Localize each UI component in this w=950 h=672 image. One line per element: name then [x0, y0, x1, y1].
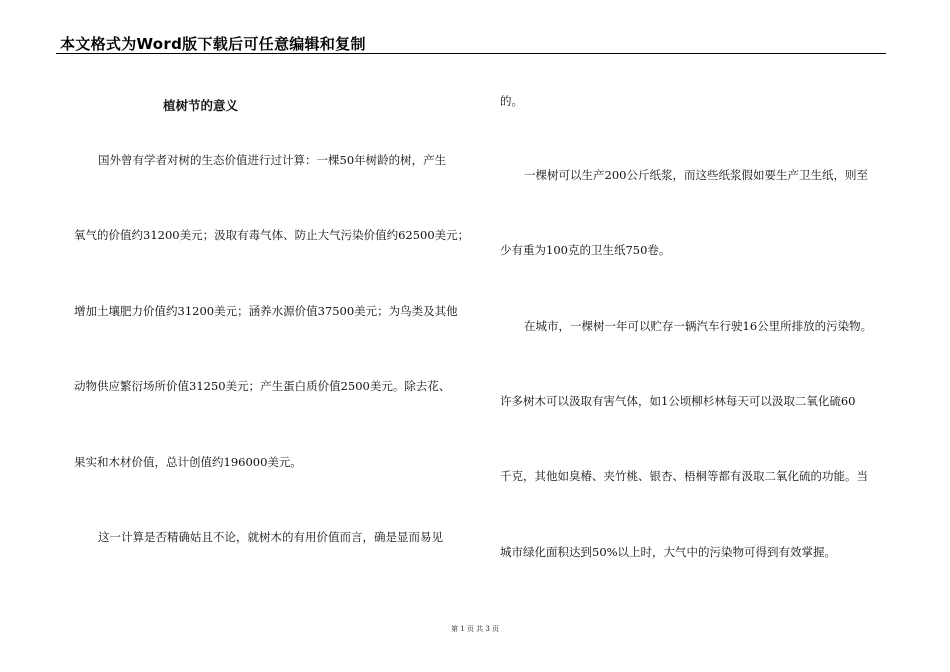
paragraph-line: 少有重为100克的卫生纸750卷。	[500, 243, 671, 257]
paragraph-line: 许多树木可以汲取有害气体，如1公顷柳杉林每天可以汲取二氧化硫60	[500, 394, 856, 408]
paragraph-line: 国外曾有学者对树的生态价值进行过计算：一棵50年树龄的树，产生	[98, 153, 447, 167]
paragraph-line: 这一计算是否精确姑且不论，就树木的有用价值而言，确是显而易见	[98, 530, 443, 544]
header-divider	[56, 53, 886, 54]
paragraph-line: 一棵树可以生产200公斤纸浆，而这些纸浆假如要生产卫生纸，则至	[524, 168, 868, 182]
paragraph-line: 千克，其他如臭椿、夹竹桃、银杏、梧桐等都有汲取二氧化硫的功能。当	[500, 469, 868, 483]
page-number-footer: 第 1 页 共 3 页	[450, 625, 500, 633]
paragraph-line: 在城市，一棵树一年可以贮存一辆汽车行驶16公里所排放的污染物。	[524, 319, 873, 333]
paragraph-line: 增加土壤肥力价值约31200美元；涵养水源价值37500美元；为鸟类及其他	[74, 304, 458, 318]
paragraph-line: 果实和木材价值，总计创值约196000美元。	[74, 455, 302, 469]
paragraph-line: 动物供应繁衍场所价值31250美元；产生蛋白质价值2500美元。除去花、	[74, 379, 451, 393]
paragraph-line: 的。	[500, 94, 523, 108]
paragraph-line: 城市绿化面积达到50%以上时，大气中的污染物可得到有效掌握。	[500, 545, 837, 559]
paragraph-line: 氧气的价值约31200美元；汲取有毒气体、防止大气污染价值约62500美元；	[74, 228, 470, 242]
document-header-banner: 本文格式为Word版下载后可任意编辑和复制	[60, 35, 366, 53]
article-title: 植树节的意义	[163, 98, 239, 113]
